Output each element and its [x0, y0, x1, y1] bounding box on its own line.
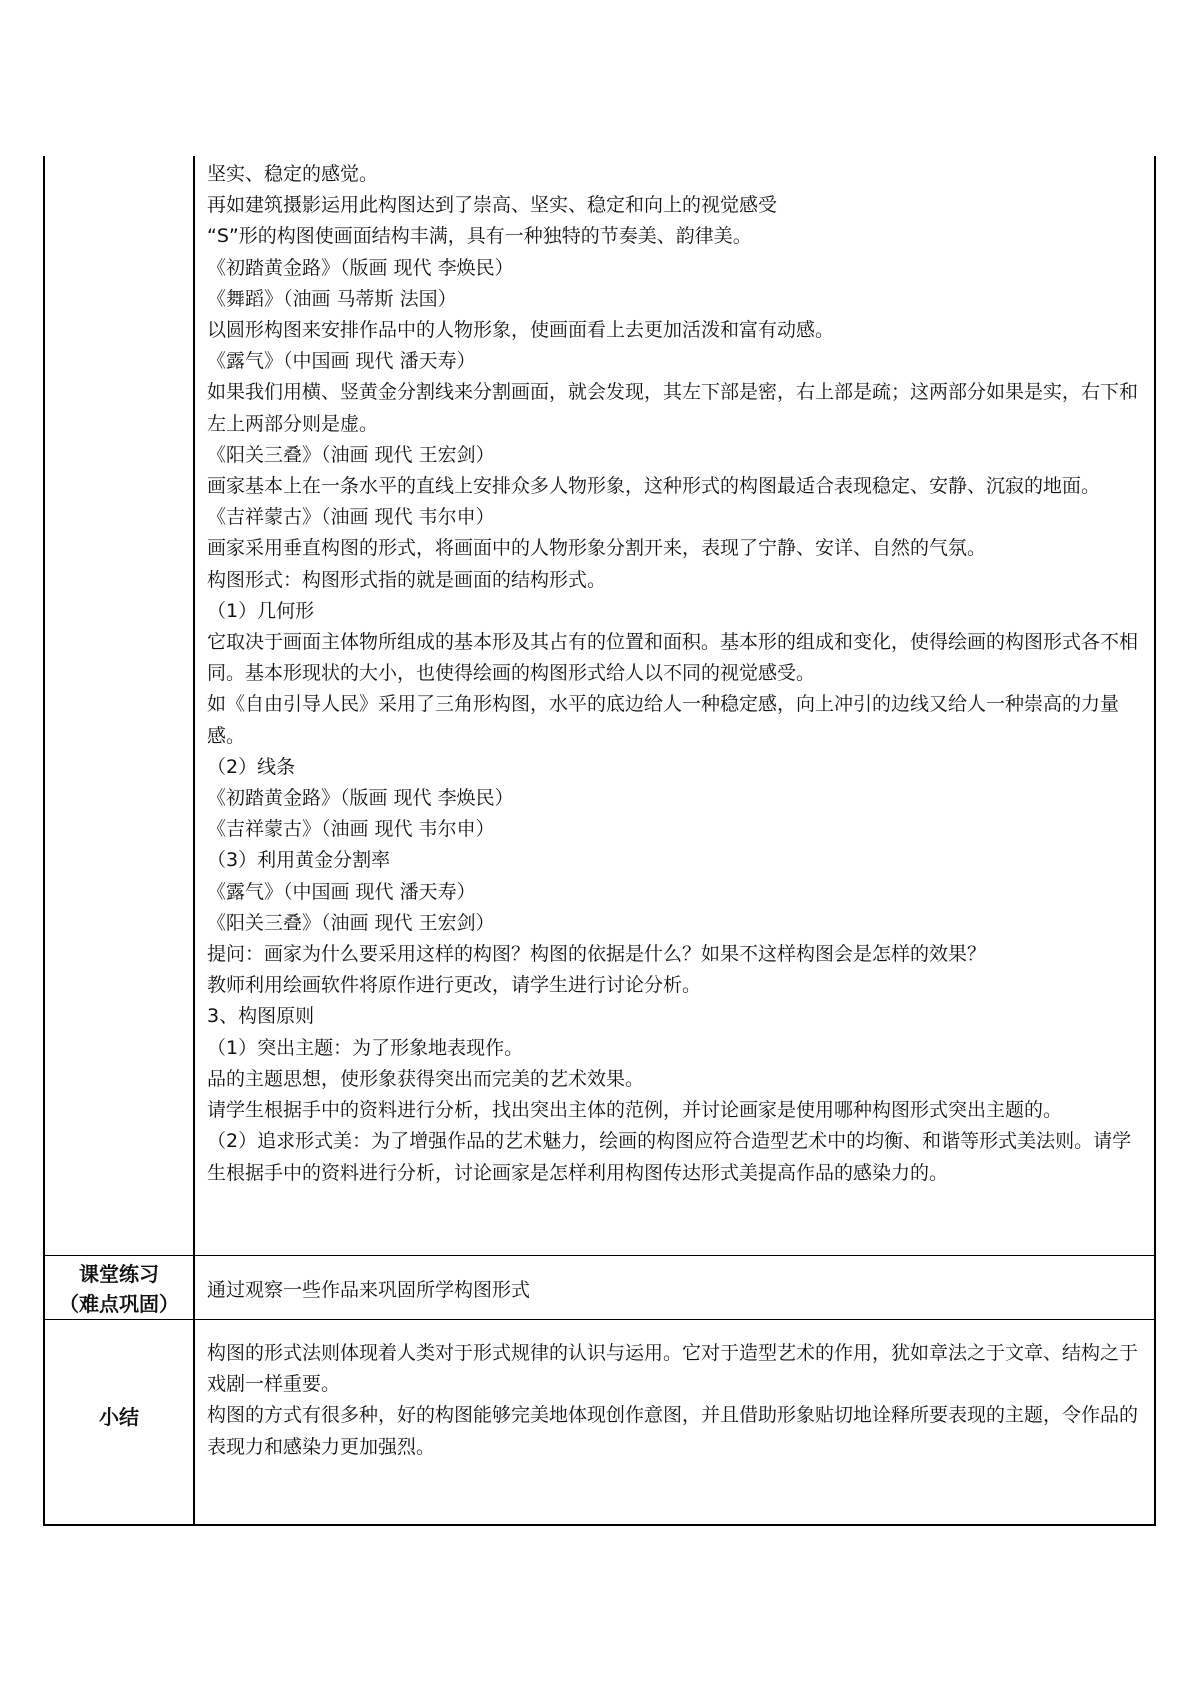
content-line: 构图形式：构图形式指的就是画面的结构形式。 — [207, 568, 607, 591]
practice-content-cell — [207, 1275, 1147, 1306]
content-line: 画家采用垂直构图的形式，将画面中的人物形象分割开来，表现了宁静、安详、自然的气氛。 — [207, 537, 987, 560]
content-line: 《阳关三叠》（油画 现代 王宏剑） — [207, 911, 495, 934]
content-line: （2）追求形式美：为了增强作品的艺术魅力，绘画的构图应符合造型艺术中的均衡、和谐等形式美法则。请学生根据手中的资料进行分析，讨论画家是怎样利用构图传达形式美提高作品的感染力的。 — [207, 1130, 1132, 1184]
content-line: 《露气》（中国画 现代 潘天寿） — [207, 880, 476, 903]
lesson-table — [43, 156, 1156, 1526]
content-line: 《初踏黄金路》（版画 现代 李焕民） — [207, 787, 514, 810]
content-line: 教师利用绘画软件将原作进行更改，请学生进行讨论分析。 — [207, 974, 702, 997]
content-line: 提问：画家为什么要采用这样的构图？构图的依据是什么？如果不这样构图会是怎样的效果？ — [207, 943, 987, 966]
content-line: 《露气》（中国画 现代 潘天寿） — [207, 350, 476, 373]
main-content-cell — [207, 159, 1147, 1189]
row-divider — [45, 1319, 1154, 1320]
content-line: “S”形的构图使画面结构丰满，具有一种独特的节奏美、韵律美。 — [207, 225, 752, 248]
content-line: 再如建筑摄影运用此构图达到了崇高、坚实、稳定和向上的视觉感受 — [207, 194, 778, 217]
summary-line: 构图的方式有很多种，好的构图能够完美地体现创作意图，并且借助形象贴切地诠释所要表现的主题，令作品的表现力和感染力更加强烈。 — [207, 1404, 1139, 1458]
content-line: 坚实、稳定的感觉。 — [207, 163, 379, 185]
summary-line: 构图的形式法则体现着人类对于形式规律的认识与运用。它对于造型艺术的作用，犹如章法之于文章、结构之于戏剧一样重要。 — [207, 1342, 1139, 1396]
content-line: 3、构图原则 — [207, 1005, 315, 1028]
content-line: （2）线条 — [207, 755, 296, 778]
content-line: 品的主题思想，使形象获得突出而完美的艺术效果。 — [207, 1067, 645, 1090]
summary-label: 小结 — [99, 1405, 139, 1429]
content-line: （3）利用黄金分割率 — [207, 849, 391, 872]
content-line: 请学生根据手中的资料进行分析，找出突出主体的范例，并讨论画家是使用哪种构图形式突出主题的。 — [207, 1099, 1063, 1122]
practice-label — [45, 1259, 193, 1319]
practice-content: 通过观察一些作品来巩固所学构图形式 — [207, 1279, 531, 1301]
content-line: 如果我们用横、竖黄金分割线来分割画面，就会发现，其左下部是密，右上部是疏；这两部分如果是实，右下和左上两部分则是虚。 — [207, 381, 1139, 435]
content-line: 《吉祥蒙古》（油画 现代 韦尔申） — [207, 506, 495, 529]
summary-content-cell — [207, 1338, 1147, 1463]
content-line: （1）突出主题：为了形象地表现作。 — [207, 1036, 524, 1059]
content-line: 画家基本上在一条水平的直线上安排众多人物形象，这种形式的构图最适合表现稳定、安静、沉寂的地面。 — [207, 475, 1101, 498]
content-line: 《吉祥蒙古》（油画 现代 韦尔申） — [207, 818, 495, 841]
content-line: 《初踏黄金路》（版画 现代 李焕民） — [207, 256, 514, 279]
content-line: 如《自由引导人民》采用了三角形构图，水平的底边给人一种稳定感，向上冲引的边线又给人一种崇高的力量感。 — [207, 693, 1120, 747]
practice-label-line1: 课堂练习 — [79, 1262, 159, 1286]
practice-label-line2: （难点巩固） — [59, 1292, 179, 1316]
content-line: 《舞蹈》（油画 马蒂斯 法国） — [207, 287, 457, 310]
content-line: 它取决于画面主体物所组成的基本形及其占有的位置和面积。基本形的组成和变化，使得绘画的构图形式各不相同。基本形现状的大小，也使得绘画的构图形式给人以不同的视觉感受。 — [207, 631, 1139, 685]
content-line: 以圆形构图来安排作品中的人物形象，使画面看上去更加活泼和富有动感。 — [207, 319, 835, 342]
content-line: 《阳关三叠》（油画 现代 王宏剑） — [207, 443, 495, 466]
content-line: （1）几何形 — [207, 599, 315, 622]
row-divider — [45, 1255, 1154, 1256]
